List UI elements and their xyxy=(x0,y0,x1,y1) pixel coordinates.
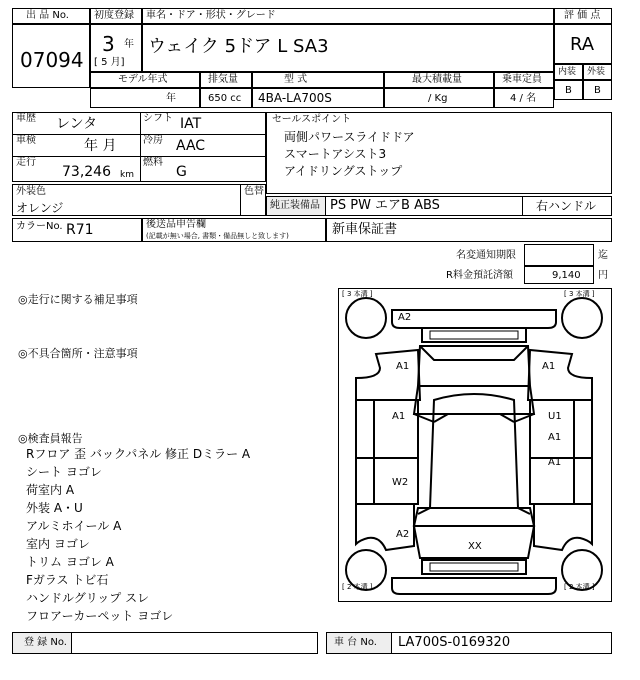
rear-hatch xyxy=(418,346,530,386)
inspector-report-label: ◎検査員報告 xyxy=(18,432,83,445)
mileage-label: 走行 xyxy=(16,157,36,168)
wheel-front-left xyxy=(346,550,386,590)
docs-note: (記載が無い場合, 書類・備品無しと致します) xyxy=(146,232,289,240)
car-name-label: 車名・ドア・形状・グレード xyxy=(146,10,276,21)
color-no-label: カラーNo. xyxy=(16,221,63,232)
selling-point-2: スマートアシスト3 xyxy=(284,147,387,161)
mark-right-rear-door-a: A1 xyxy=(548,432,562,443)
windshield xyxy=(414,508,534,526)
selling-point-1: 両側パワースライドドア xyxy=(284,130,415,144)
color-label: 外装色 xyxy=(16,186,46,197)
rear-plate xyxy=(422,328,526,342)
capacity-label: 乗車定員 xyxy=(502,74,542,85)
model-year-cell xyxy=(90,88,200,108)
equipment-label: 純正装備品 xyxy=(270,200,320,211)
wheel-rear-right xyxy=(562,298,602,338)
lot-number: 07094 xyxy=(20,48,84,72)
fuel-label: 燃料 xyxy=(143,157,163,168)
history-label: 車歴 xyxy=(16,113,36,124)
fuel-value: G xyxy=(176,164,187,180)
exterior-label: 外装 xyxy=(587,67,606,77)
mark-rear-bumper: A2 xyxy=(398,312,412,323)
front-right-fender xyxy=(534,504,592,550)
color-no-value: R71 xyxy=(66,222,94,238)
interior-grade: B xyxy=(565,85,572,96)
inspection-value: 年 月 xyxy=(84,138,117,154)
inspector-item-10: フロアーカーペット ヨゴレ xyxy=(26,609,174,623)
tire-top-right: [ 3 本溝 ] xyxy=(564,290,595,298)
warranty-value: 新車保証書 xyxy=(332,222,398,237)
exterior-grade: B xyxy=(594,85,601,96)
first-reg-month: [ 5 月] xyxy=(94,57,125,68)
car-body-diagram xyxy=(338,288,612,602)
details-block xyxy=(12,112,266,182)
mark-right-rear-door-u: U1 xyxy=(548,411,562,422)
interior-label: 内装 xyxy=(558,67,577,77)
roof xyxy=(414,386,534,414)
first-reg-label: 初度登録 xyxy=(94,10,134,21)
max-load-label: 最大積載量 xyxy=(412,74,462,85)
rear-left-fender xyxy=(356,350,420,400)
type-label-cell xyxy=(252,72,384,88)
capacity-value: 4 / 名 xyxy=(510,93,537,104)
wheel-rear-left xyxy=(346,298,386,338)
ac-value: AAC xyxy=(176,138,206,154)
inspector-item-7: トリム ヨゴレ A xyxy=(26,555,114,569)
left-front-door xyxy=(356,458,418,504)
inspector-item-4: 外装 A・U xyxy=(26,501,83,515)
recycle-label: R料金預託済額 xyxy=(446,270,513,281)
mark-rear-left-fender: A1 xyxy=(396,361,410,372)
inspector-item-1: Rフロア 歪 バックパネル 修正 Dミラー A xyxy=(26,447,251,461)
displacement-value: 650 cc xyxy=(208,93,242,104)
history-value: レンタ xyxy=(56,116,98,132)
rear-bumper xyxy=(392,310,556,328)
mileage-value: 73,246 xyxy=(62,164,111,180)
mark-hood: XX xyxy=(468,541,482,552)
mark-left-front-door: W2 xyxy=(392,477,409,488)
inspector-item-8: Fガラス トビ石 xyxy=(26,573,109,587)
inspector-item-5: アルミホイール A xyxy=(26,519,122,533)
notice-value-cell xyxy=(524,244,594,266)
chassis-no-label: 車 台 No. xyxy=(334,637,377,648)
shift-value: IAT xyxy=(180,116,202,132)
inspector-item-9: ハンドルグリップ スレ xyxy=(26,591,150,605)
rear-right-fender xyxy=(528,350,592,400)
recycle-unit: 円 xyxy=(598,270,608,281)
front-plate xyxy=(422,560,526,574)
max-load-value: / Kg xyxy=(428,93,448,104)
wheel-front-right xyxy=(562,550,602,590)
ac-label: 冷房 xyxy=(143,135,163,146)
mark-right-front-door: A1 xyxy=(548,457,562,468)
front-bumper xyxy=(392,578,556,594)
front-left-fender xyxy=(356,504,414,550)
defects-remarks-label: ◎不具合箇所・注意事項 xyxy=(18,347,138,360)
color-change-label: 色替 xyxy=(244,186,264,197)
car-name: ウェイク 5ドア L SA3 xyxy=(148,36,329,57)
selling-point-3: アイドリングストップ xyxy=(284,164,403,178)
docs-label: 後送品申告欄 xyxy=(146,219,206,230)
equipment-items: PS PW エアB ABS xyxy=(330,198,440,213)
mileage-unit: km xyxy=(120,170,134,180)
score-value: RA xyxy=(570,34,595,55)
driving-remarks-label: ◎走行に関する補足事項 xyxy=(18,293,138,306)
chassis-no-value: LA700S-0169320 xyxy=(398,635,511,650)
mark-front-left-fender: A2 xyxy=(396,529,410,540)
steering-value: 右ハンドル xyxy=(536,199,597,213)
model-year-label: モデル年式 xyxy=(118,74,168,85)
inspector-item-2: シート ヨゴレ xyxy=(26,465,102,479)
left-rear-door xyxy=(356,400,418,458)
inspector-item-3: 荷室内 A xyxy=(26,483,75,497)
displacement-label: 排気量 xyxy=(208,74,238,85)
tire-bottom-right: [ 2 本溝 ] xyxy=(564,583,595,591)
lot-label: 出 品 No. xyxy=(26,10,69,21)
tire-bottom-left: [ 2 本溝 ] xyxy=(342,583,373,591)
model-year-unit: 年 xyxy=(166,93,176,104)
first-reg-year: 3 xyxy=(102,32,115,56)
inspection-label: 車検 xyxy=(16,135,36,146)
notice-unit: 迄 xyxy=(598,250,608,261)
mark-rear-right-fender: A1 xyxy=(542,361,556,372)
right-rear-door xyxy=(530,400,592,458)
color-value: オレンジ xyxy=(16,201,64,215)
score-label: 評 価 点 xyxy=(564,10,601,21)
tire-top-left: [ 3 本溝 ] xyxy=(342,290,373,298)
mark-left-rear-door: A1 xyxy=(392,411,406,422)
notice-label: 名変通知期限 xyxy=(456,250,516,261)
type-label: 型 式 xyxy=(284,74,308,85)
first-reg-year-unit: 年 xyxy=(124,39,134,50)
inspector-item-6: 室内 ヨゴレ xyxy=(26,537,90,551)
type-value: 4BA-LA700S xyxy=(258,91,332,105)
recycle-value: 9,140 xyxy=(552,270,581,281)
reg-no-label: 登 録 No. xyxy=(24,637,67,648)
selling-points-label: セールスポイント xyxy=(272,114,352,125)
shift-label: シフト xyxy=(143,113,173,124)
